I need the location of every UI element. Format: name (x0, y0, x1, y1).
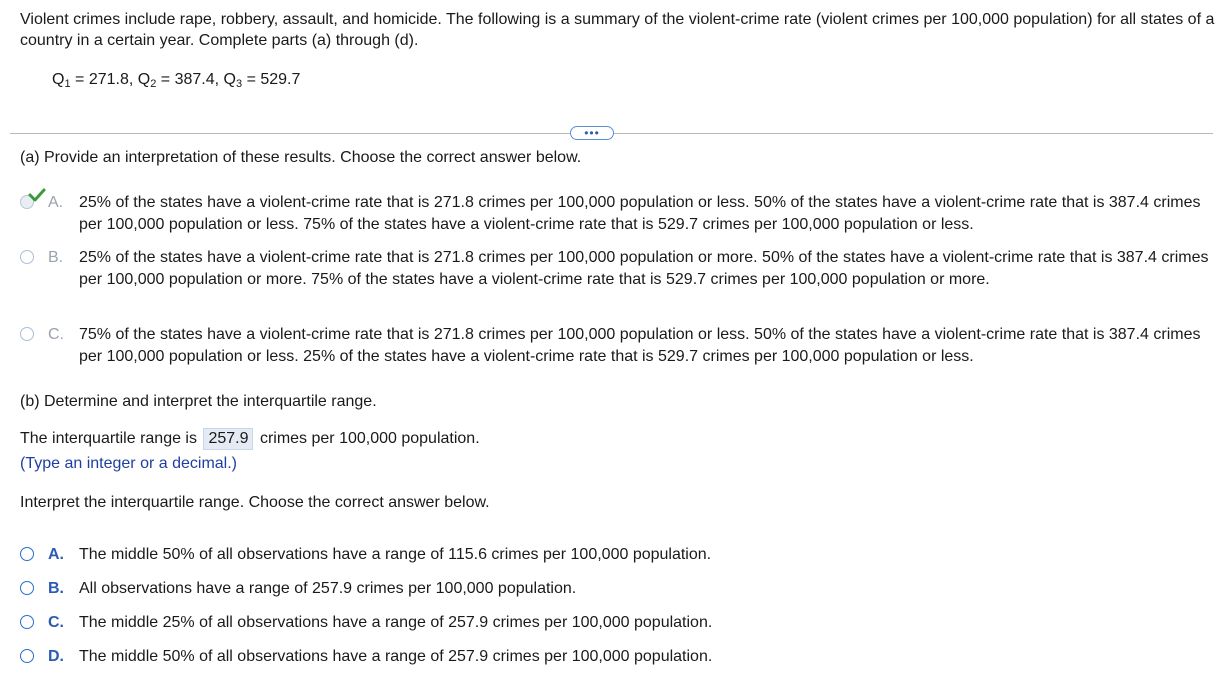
radio-button[interactable] (20, 649, 34, 663)
option-letter: D. (48, 648, 64, 665)
q3-label: Q (223, 71, 236, 88)
part-a-option-a[interactable] (20, 192, 1210, 236)
option-letter: B. (48, 580, 64, 597)
part-b-option-b[interactable] (20, 578, 1210, 600)
cut-off-text: (a) Provide an interpretation of these results. Choose the correct answer below. (20, 149, 582, 166)
option-letter: C. (48, 614, 64, 631)
option-letter: B. (48, 249, 64, 266)
option-text: 25% of the states have a violent-crime rate that is 271.8 crimes per 100,000 population or more. 50% of the states have a violent-crime rate that is 387.4 crimes per 100,000 population or more. 75% of the states have a violent-crime rate that is 529.7 crimes per 100,000 population or more. (79, 249, 1209, 288)
part-b-heading: (b) Determine and interpret the interquartile range. (20, 393, 377, 410)
iqr-answer-input[interactable]: 257.9 (203, 428, 253, 450)
cut-off-question-text (20, 149, 640, 166)
q2-sub: 2 (150, 78, 157, 90)
option-text: The middle 25% of all observations have a range of 257.9 crimes per 100,000 population. (79, 614, 713, 631)
checkmark-icon (28, 188, 46, 202)
q2-value: = 387.4, (160, 71, 220, 88)
option-text: The middle 50% of all observations have a range of 115.6 crimes per 100,000 population. (79, 546, 712, 563)
option-letter: A. (48, 546, 64, 563)
part-b-option-a[interactable] (20, 544, 1210, 566)
part-b-option-d[interactable] (20, 646, 1210, 668)
option-text: The middle 50% of all observations have a range of 257.9 crimes per 100,000 population. (79, 648, 713, 665)
option-letter: A. (48, 194, 64, 211)
option-text: All observations have a range of 257.9 crimes per 100,000 population. (79, 580, 577, 597)
iqr-answer-line (20, 428, 480, 450)
option-letter: C. (48, 326, 64, 343)
radio-button[interactable] (20, 547, 34, 561)
q3-sub: 3 (235, 78, 243, 90)
interpret-prompt: Interpret the interquartile range. Choose the correct answer below. (20, 494, 490, 511)
option-text: 75% of the states have a violent-crime rate that is 271.8 crimes per 100,000 population or less. 50% of the states have a violent-crime rate that is 387.4 crimes per 100,000 population or less. 25% of the states have a violent-crime rate that is 529.7 crimes per 100,000 population or less. (79, 326, 1201, 365)
q2-label: Q (137, 71, 151, 88)
q1-sub: 1 (64, 78, 71, 90)
problem-intro: Violent crimes include rape, robbery, assault, and homicide. The following is a summary of the violent-crime rate (violent crimes per 100,000 population) for all states of a country in a certain year. Complete parts (a) through (d). (20, 11, 1215, 49)
expand-more-button[interactable]: ••• (570, 126, 614, 140)
part-b-option-c[interactable] (20, 612, 1210, 634)
iqr-suffix: crimes per 100,000 population. (259, 430, 480, 447)
q1-label: Q (52, 71, 65, 88)
radio-button[interactable] (20, 615, 34, 629)
q3-value: = 529.7 (246, 71, 301, 88)
part-a-option-b[interactable] (20, 247, 1210, 291)
option-text: 25% of the states have a violent-crime rate that is 271.8 crimes per 100,000 population or less. 50% of the states have a violent-crime rate that is 387.4 crimes per 100,000 population or less. 75% of the states have a violent-crime rate that is 529.7 crimes per 100,000 population or less. (79, 194, 1201, 233)
radio-button[interactable] (20, 581, 34, 595)
radio-button[interactable] (20, 327, 34, 341)
quartile-summary (52, 70, 300, 94)
radio-button[interactable] (20, 250, 34, 264)
q1-value: = 271.8, (75, 71, 134, 88)
iqr-prefix: The interquartile range is (20, 430, 197, 447)
answer-hint: (Type an integer or a decimal.) (20, 455, 237, 472)
part-a-option-c[interactable] (20, 324, 1210, 368)
